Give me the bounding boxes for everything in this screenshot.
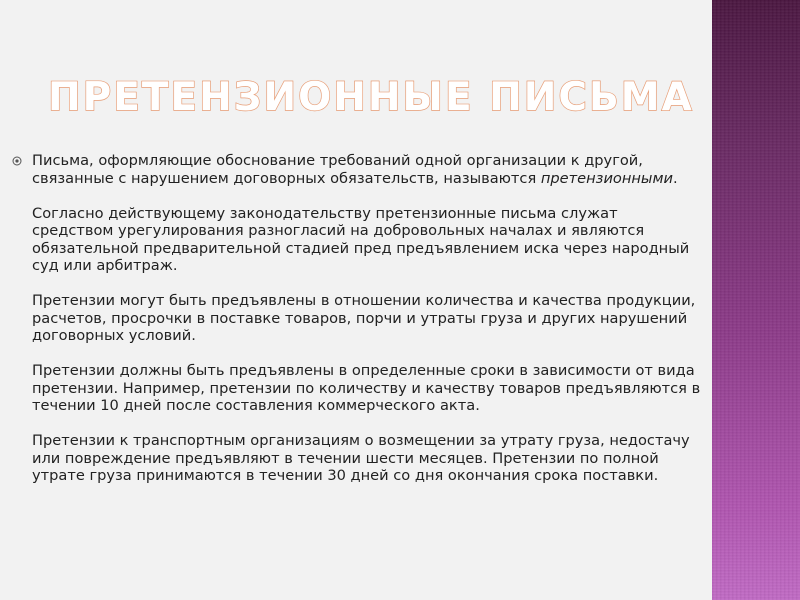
paragraph-transport-claims: Претензии к транспортным организациям о возмещении за утрату груза, недостачу или повреждение предъявляют в течении шести месяцев. Претензии по полной утрате груза принимаются в течении 30 дней со дня окончания срока поставки. [32, 432, 690, 484]
slide-title: ПРЕТЕНЗИОННЫЕ ПИСЬМА [48, 75, 694, 120]
paragraph-definition [32, 152, 702, 187]
paragraph-claim-deadlines: Претензии должны быть предъявлены в определенные сроки в зависимости от вида претензии. Например, претензии по количеству и качеству товаров предъявляются в течении 10 дней после составления коммерческого акта. [32, 362, 701, 414]
content-area [12, 152, 702, 485]
paragraph-claim-subjects: Претензии могут быть предъявлены в отношении количества и качества продукции, расчетов, просрочки в поставке товаров, порчи и утраты груза и других нарушений договорных условий. [32, 292, 696, 344]
term-emphasis: претензионными [540, 169, 673, 187]
bullet-item [12, 152, 702, 485]
circle-dot-bullet-icon [12, 152, 32, 169]
paragraph-legislation: Согласно действующему законодательству претензионные письма служат средством урегулирования разногласий на добровольных началах и являются обязательной предварительной стадией пред предъявлением иска через народный суд или арбитраж. [32, 204, 690, 274]
decorative-side-bar [712, 0, 800, 600]
bullet-text [32, 152, 702, 485]
paragraph-definition-end: . [672, 169, 678, 187]
paragraph-definition-text: Письма, оформляющие обоснование требований одной организации к другой, связанные с нарушением договорных обязательств, называются [32, 152, 643, 187]
